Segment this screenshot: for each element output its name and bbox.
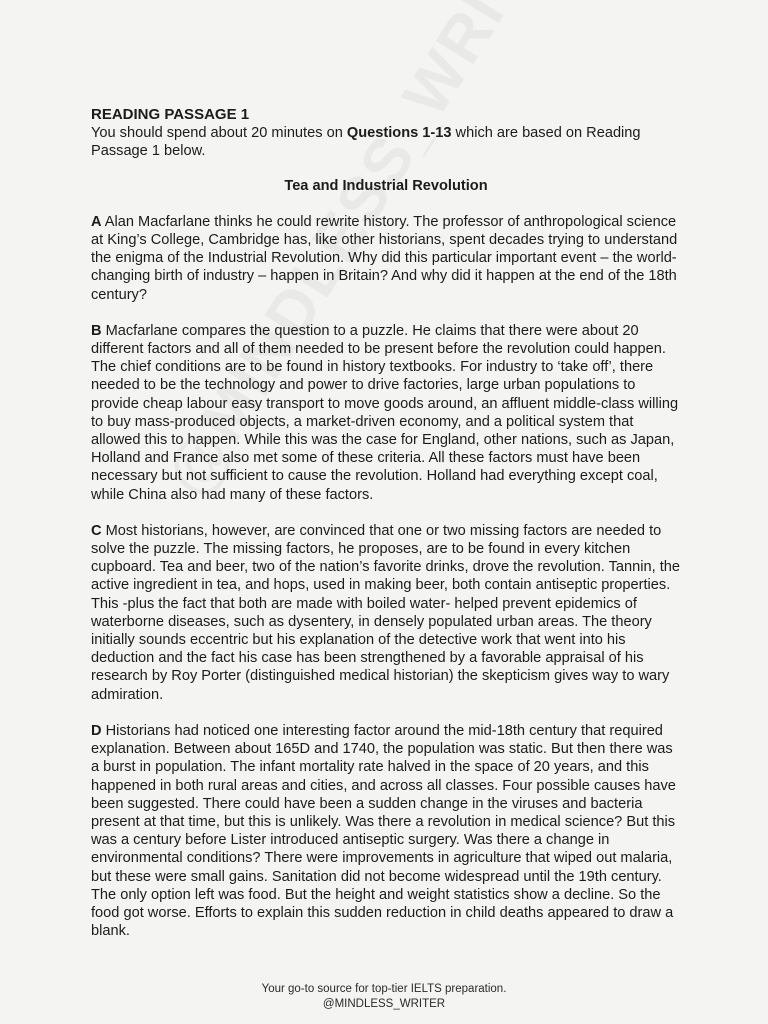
paragraph-text: Historians had noticed one interesting factor around the mid-18th century that required explanation. Between about 165D and 1740, the population was static. But then there was a burst in population. The infant mortality rate halved in the space of 20 years, and this happened in both rural areas and cities, and across all classes. Four possible causes have been suggested. There could have been a sudden change in the viruses and bacteria present at that time, but this is unlikely. Was there a revolution in medical science? But this was a century before Lister introduced antiseptic surgery. Was there a change in environmental conditions? There were improvements in agriculture that wiped out malaria, but these were small gains. Sanitation did not become widespread until the 19th century. The only option left was food. But the height and weight statistics show a decline. So the food got worse. Efforts to explain this sudden reduction in child deaths appeared to draw a blank. — [91, 722, 676, 940]
paragraph-a — [91, 213, 681, 304]
paragraph-text: Macfarlane compares the question to a puzzle. He claims that there were about 20 different factors and all of them needed to be present before the revolution could happen. The chief conditions are to be found in history textbooks. For industry to ‘take off’, there needed to be the technology and power to drive factories, large urban populations to provide cheap labour easy transport to move goods around, an affluent middle-class willing to buy mass-produced objects, a market-driven economy, and a political system that allowed this to happen. While this was the case for England, other nations, such as Japan, Holland and France also met some of these criteria. All these factors must have been necessary but not sufficient to cause the revolution. Holland had everything except coal, while China also had many of these factors. — [91, 322, 679, 503]
paragraph-letter: A — [91, 213, 102, 230]
section-heading: READING PASSAGE 1 — [91, 106, 250, 123]
paragraph-c — [91, 522, 681, 704]
page-footer — [0, 982, 768, 1012]
footer-tagline: Your go-to source for top-tier IELTS preparation. — [261, 983, 507, 995]
passage-title: Tea and Industrial Revolution — [284, 177, 488, 194]
paragraph-letter: C — [91, 522, 102, 539]
paragraph-letter: D — [91, 722, 102, 739]
passage-content — [91, 106, 681, 940]
paragraph-letter: B — [91, 322, 102, 339]
paragraph-b — [91, 322, 681, 504]
footer-handle: @MINDLESS_WRITER — [322, 998, 446, 1010]
instructions-questions: Questions 1-13 — [346, 125, 452, 142]
instructions-text-start: You should spend about 20 minutes on — [91, 125, 347, 142]
instructions-text-end: which are based on Reading Passage 1 below. — [91, 125, 641, 160]
paragraph-text: Alan Macfarlane thinks he could rewrite history. The professor of anthropological science at King’s College, Cambridge has, like other historians, spent decades trying to understand the enigma of the Industrial Revolution. Why did this particular important event – the world-changing birth of industry – happen in Britain? And why did it happen at the end of the 18th century? — [91, 213, 678, 303]
instructions — [91, 124, 681, 160]
paragraph-text: Most historians, however, are convinced that one or two missing factors are needed to solve the puzzle. The missing factors, he proposes, are to be found in every kitchen cupboard. Tea and beer, two of the nation’s favorite drinks, drove the revolution. Tannin, the active ingredient in tea, and hops, used in making beer, both contain antiseptic properties. This -plus the fact that both are made with boiled water- helped prevent epidemics of waterborne diseases, such as dysentery, in densely populated urban areas. The theory initially sounds eccentric but his explanation of the detective work that went into his deduction and the fact his case has been strengthened by a favorable appraisal of his research by Roy Porter (distinguished medical historian) the skepticism gives way to wary admiration. — [91, 522, 680, 703]
paragraph-d — [91, 722, 681, 940]
